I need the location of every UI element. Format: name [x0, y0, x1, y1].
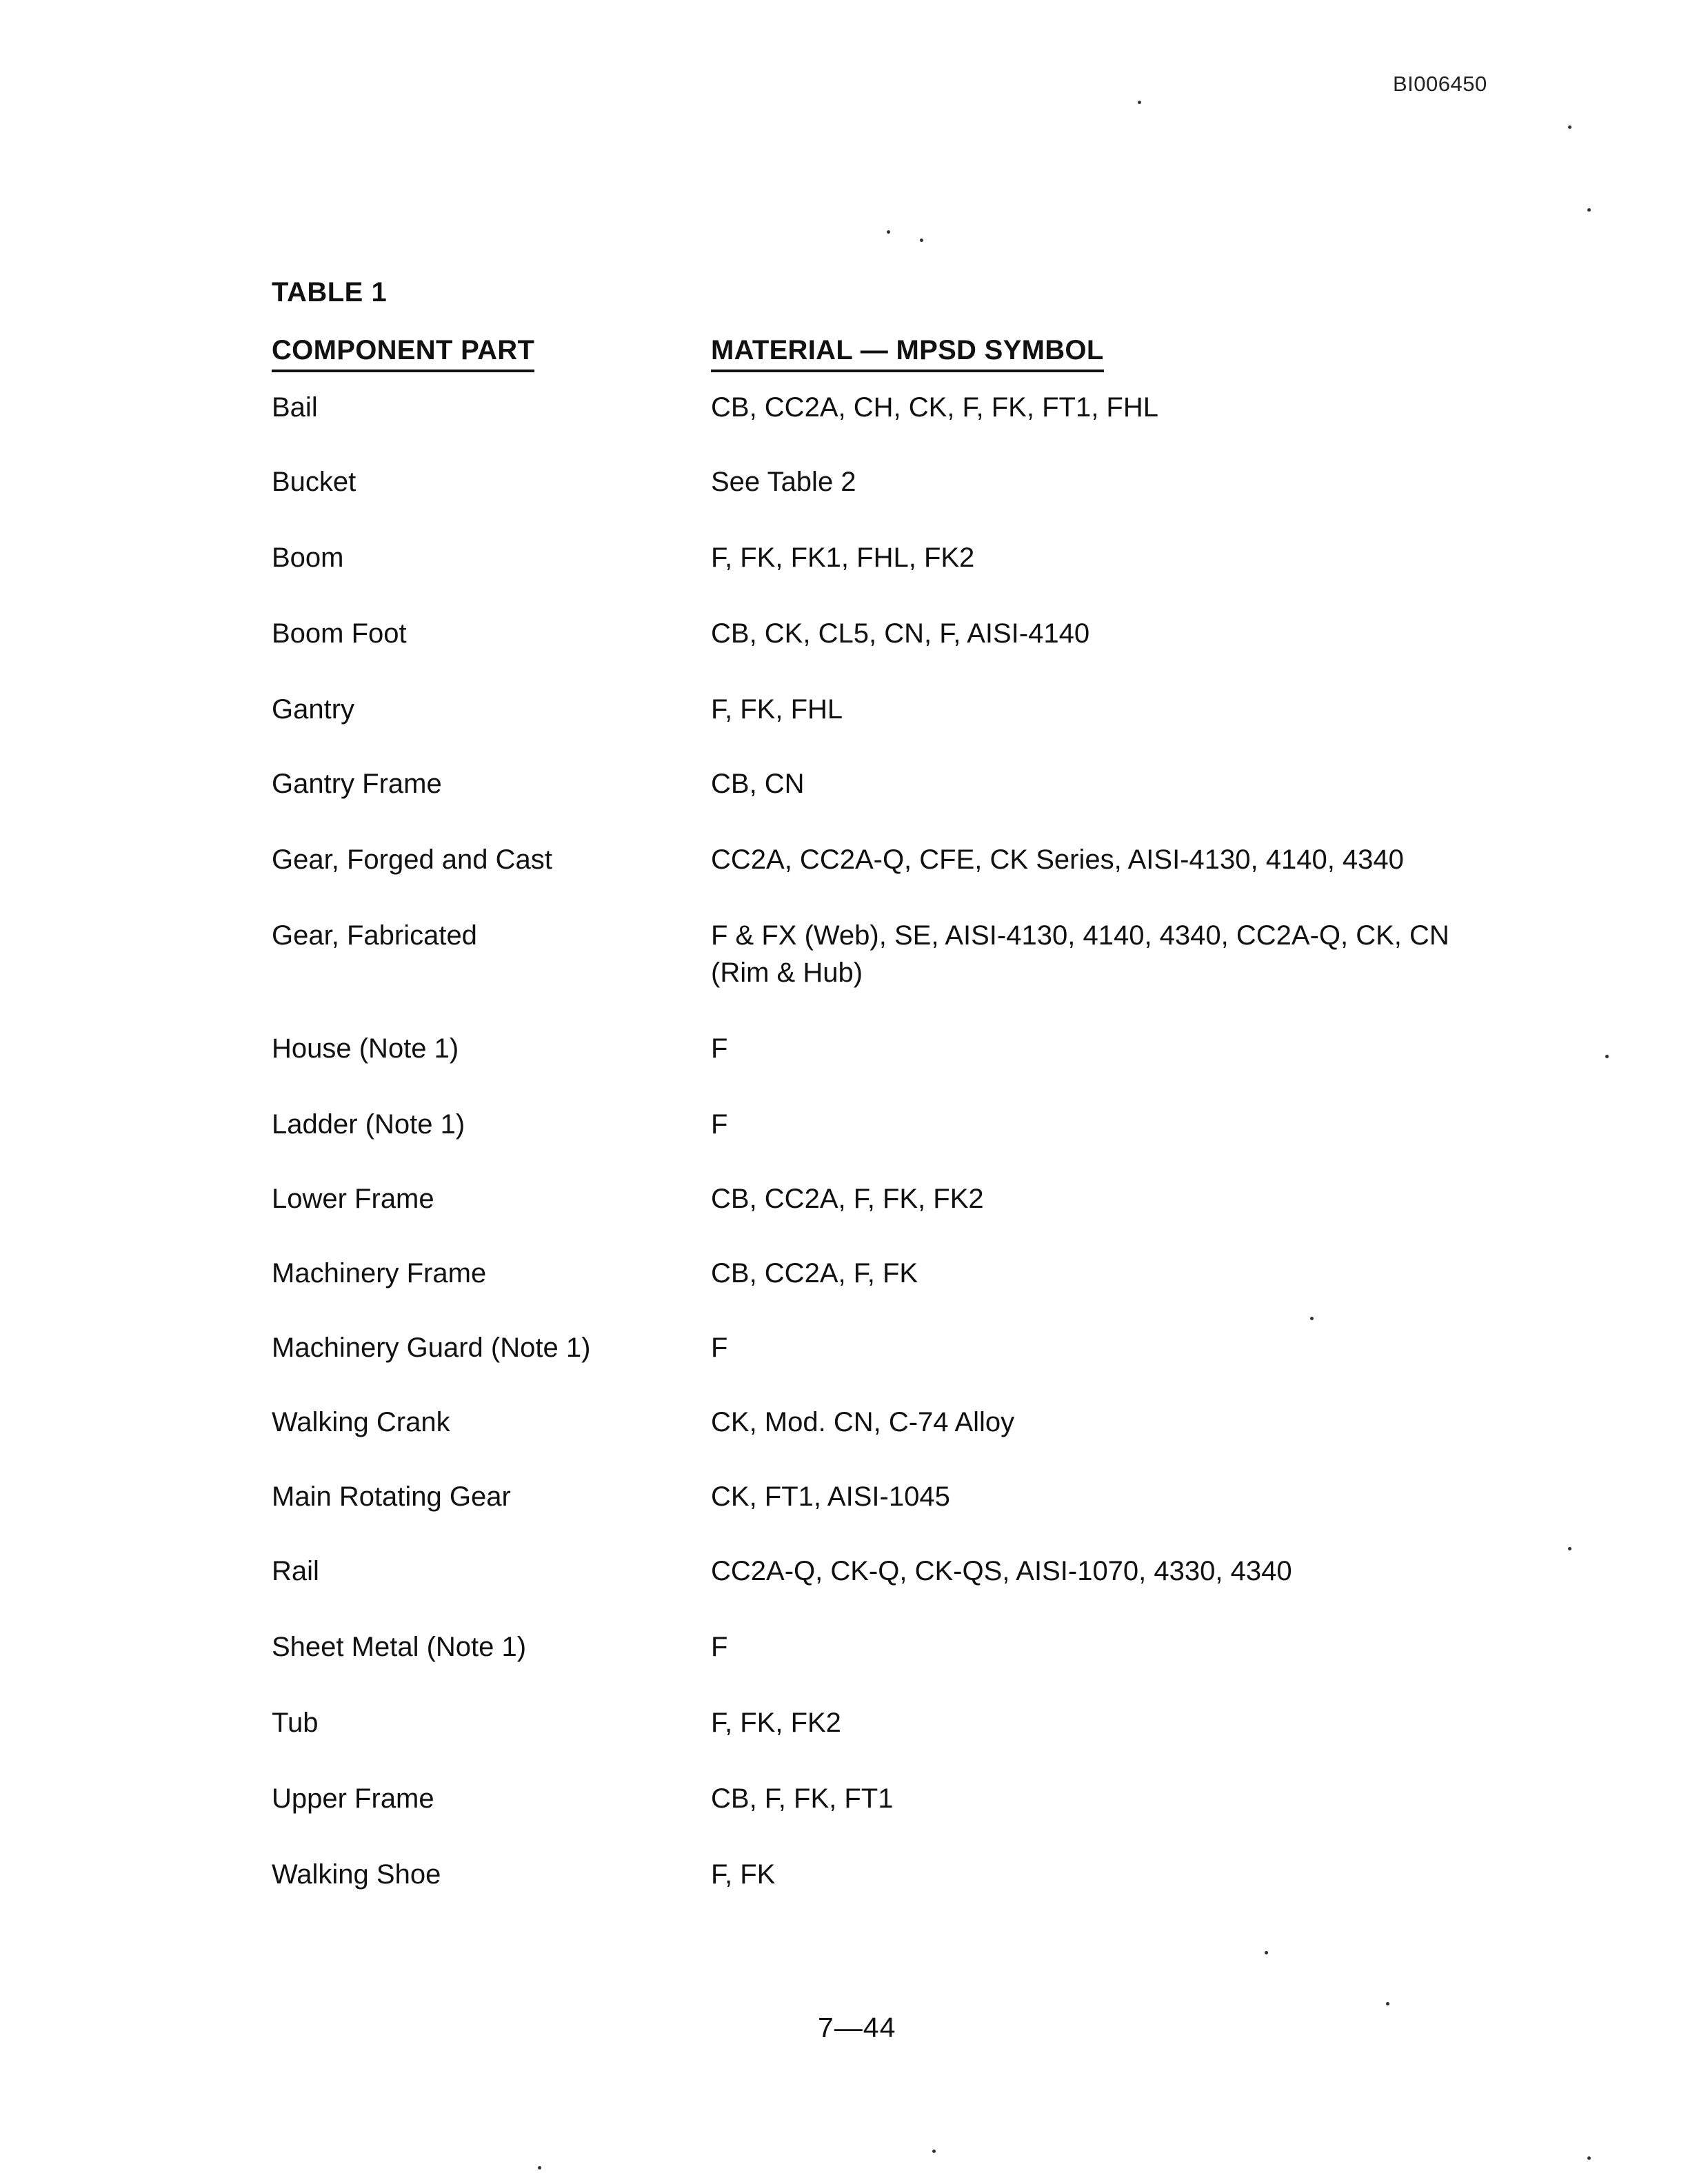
- material-cell: CB, CK, CL5, CN, F, AISI-4140: [711, 618, 1090, 649]
- component-part-cell: Ladder (Note 1): [272, 1109, 465, 1140]
- scan-speck: [1568, 125, 1571, 129]
- document-id: BI006450: [1393, 72, 1487, 96]
- material-cell: CK, Mod. CN, C-74 Alloy: [711, 1407, 1015, 1437]
- scan-speck: [1138, 101, 1141, 104]
- material-cell: CC2A-Q, CK-Q, CK-QS, AISI-1070, 4330, 4340: [711, 1556, 1292, 1586]
- material-cell: F & FX (Web), SE, AISI-4130, 4140, 4340, CC2A-Q, CK, CN (Rim & Hub): [711, 920, 1449, 988]
- material-cell: CB, CC2A, CH, CK, F, FK, FT1, FHL: [711, 392, 1158, 423]
- scan-speck: [1265, 1951, 1268, 1954]
- scan-speck: [1568, 1547, 1571, 1550]
- material-cell: F, FK: [711, 1859, 776, 1890]
- component-part-cell: Walking Crank: [272, 1407, 450, 1437]
- component-part-cell: Machinery Guard (Note 1): [272, 1333, 591, 1363]
- material-cell: F: [711, 1333, 728, 1363]
- component-part-cell: Bail: [272, 392, 318, 423]
- component-part-cell: Walking Shoe: [272, 1859, 441, 1890]
- scan-speck: [1587, 208, 1591, 212]
- material-cell: CB, CN: [711, 769, 805, 799]
- scan-speck: [920, 239, 923, 242]
- material-cell: CB, CC2A, F, FK, FK2: [711, 1184, 984, 1214]
- material-cell: See Table 2: [711, 467, 856, 497]
- material-cell: F, FK, FK1, FHL, FK2: [711, 543, 975, 573]
- component-part-cell: Lower Frame: [272, 1184, 434, 1214]
- component-part-cell: Gantry Frame: [272, 769, 442, 799]
- page-number: 7—44: [818, 2012, 896, 2043]
- component-part-cell: Main Rotating Gear: [272, 1482, 511, 1512]
- scan-speck: [887, 230, 890, 234]
- material-cell: F: [711, 1033, 728, 1064]
- component-part-cell: Bucket: [272, 467, 356, 497]
- column-header-component-part: COMPONENT PART: [272, 332, 534, 372]
- scan-speck: [1587, 2156, 1591, 2160]
- component-part-cell: House (Note 1): [272, 1033, 459, 1064]
- scan-speck: [1605, 1055, 1609, 1058]
- scan-speck: [1310, 1317, 1314, 1320]
- component-part-cell: Boom: [272, 543, 344, 573]
- material-cell: F: [711, 1632, 728, 1662]
- scan-speck: [538, 2166, 541, 2170]
- material-cell: F: [711, 1109, 728, 1140]
- component-part-cell: Gear, Fabricated: [272, 920, 477, 951]
- material-cell: CK, FT1, AISI-1045: [711, 1482, 950, 1512]
- component-part-cell: Sheet Metal (Note 1): [272, 1632, 527, 1662]
- table-title: TABLE 1: [272, 277, 388, 307]
- material-cell: CC2A, CC2A-Q, CFE, CK Series, AISI-4130, 4140, 4340: [711, 845, 1404, 875]
- component-part-cell: Tub: [272, 1708, 319, 1738]
- material-cell: CB, F, FK, FT1: [711, 1783, 894, 1814]
- component-part-cell: Gear, Forged and Cast: [272, 845, 552, 875]
- column-header-material: MATERIAL — MPSD SYMBOL: [711, 332, 1104, 372]
- material-cell: F, FK, FK2: [711, 1708, 841, 1738]
- material-cell: F, FK, FHL: [711, 694, 843, 725]
- component-part-cell: Machinery Frame: [272, 1258, 487, 1288]
- component-part-cell: Gantry: [272, 694, 355, 725]
- component-part-cell: Upper Frame: [272, 1783, 434, 1814]
- scan-speck: [1386, 2002, 1389, 2005]
- component-part-cell: Rail: [272, 1556, 319, 1586]
- scan-speck: [932, 2150, 936, 2153]
- component-part-cell: Boom Foot: [272, 618, 407, 649]
- material-cell: CB, CC2A, F, FK: [711, 1258, 918, 1288]
